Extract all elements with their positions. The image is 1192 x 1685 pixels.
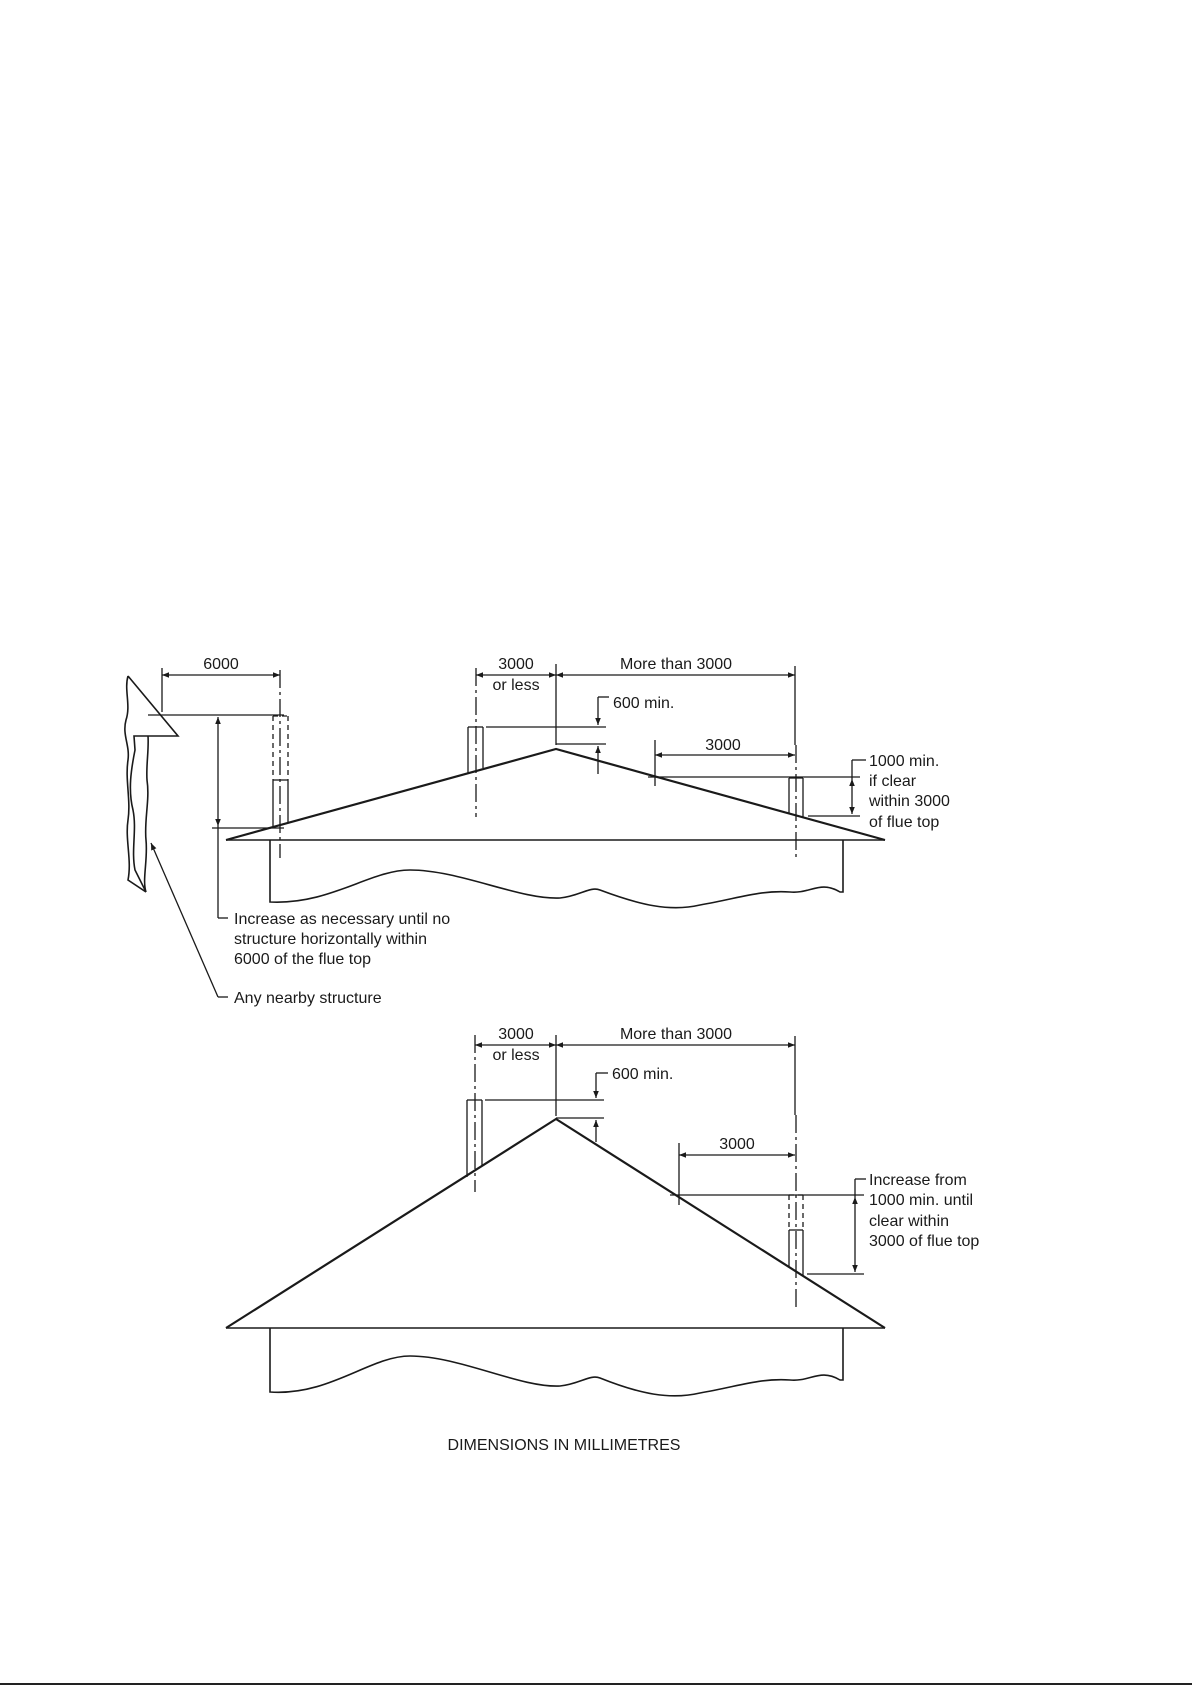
upper-right-flue	[789, 745, 803, 858]
upper-left-flue	[273, 670, 288, 858]
upper-dim-3000: 3000	[705, 737, 741, 754]
lower-roof	[226, 1119, 885, 1328]
upper-dim-more-than-3000: More than 3000	[619, 656, 733, 673]
lower-dim-more-than-3000: More than 3000	[619, 1026, 733, 1043]
lower-dim-3000-or-less: 3000	[498, 1026, 534, 1043]
upper-dim-6000: 6000	[203, 656, 239, 673]
upper-middle-flue	[468, 668, 483, 817]
upper-dim-or-less: or less	[492, 677, 540, 694]
lower-dim-or-less: or less	[492, 1047, 540, 1064]
lower-dim-3000: 3000	[719, 1136, 755, 1153]
upper-roof	[226, 749, 885, 840]
upper-dim-600-min: 600 min.	[613, 695, 675, 712]
lower-building-body	[270, 1328, 843, 1396]
upper-note-nearby-structure: Any nearby structure	[234, 990, 382, 1007]
upper-note-increase: Increase as necessary until no structure horizontally within 6000 of the flue top	[234, 911, 451, 968]
lower-diagram	[226, 1026, 979, 1396]
upper-building-body	[270, 840, 843, 908]
lower-right-flue	[789, 1115, 803, 1310]
upper-note-1000-min: 1000 min. if clear within 3000 of flue top	[869, 753, 950, 831]
upper-dim-3000-or-less: 3000	[498, 656, 534, 673]
lower-note-increase-from: Increase from 1000 min. until clear within 3000 of flue top	[869, 1172, 980, 1250]
upper-diagram	[125, 656, 955, 1007]
lower-dim-600-min: 600 min.	[612, 1066, 674, 1083]
diagram-caption: DIMENSIONS IN MILLIMETRES	[447, 1437, 681, 1454]
nearby-structure	[125, 676, 178, 892]
